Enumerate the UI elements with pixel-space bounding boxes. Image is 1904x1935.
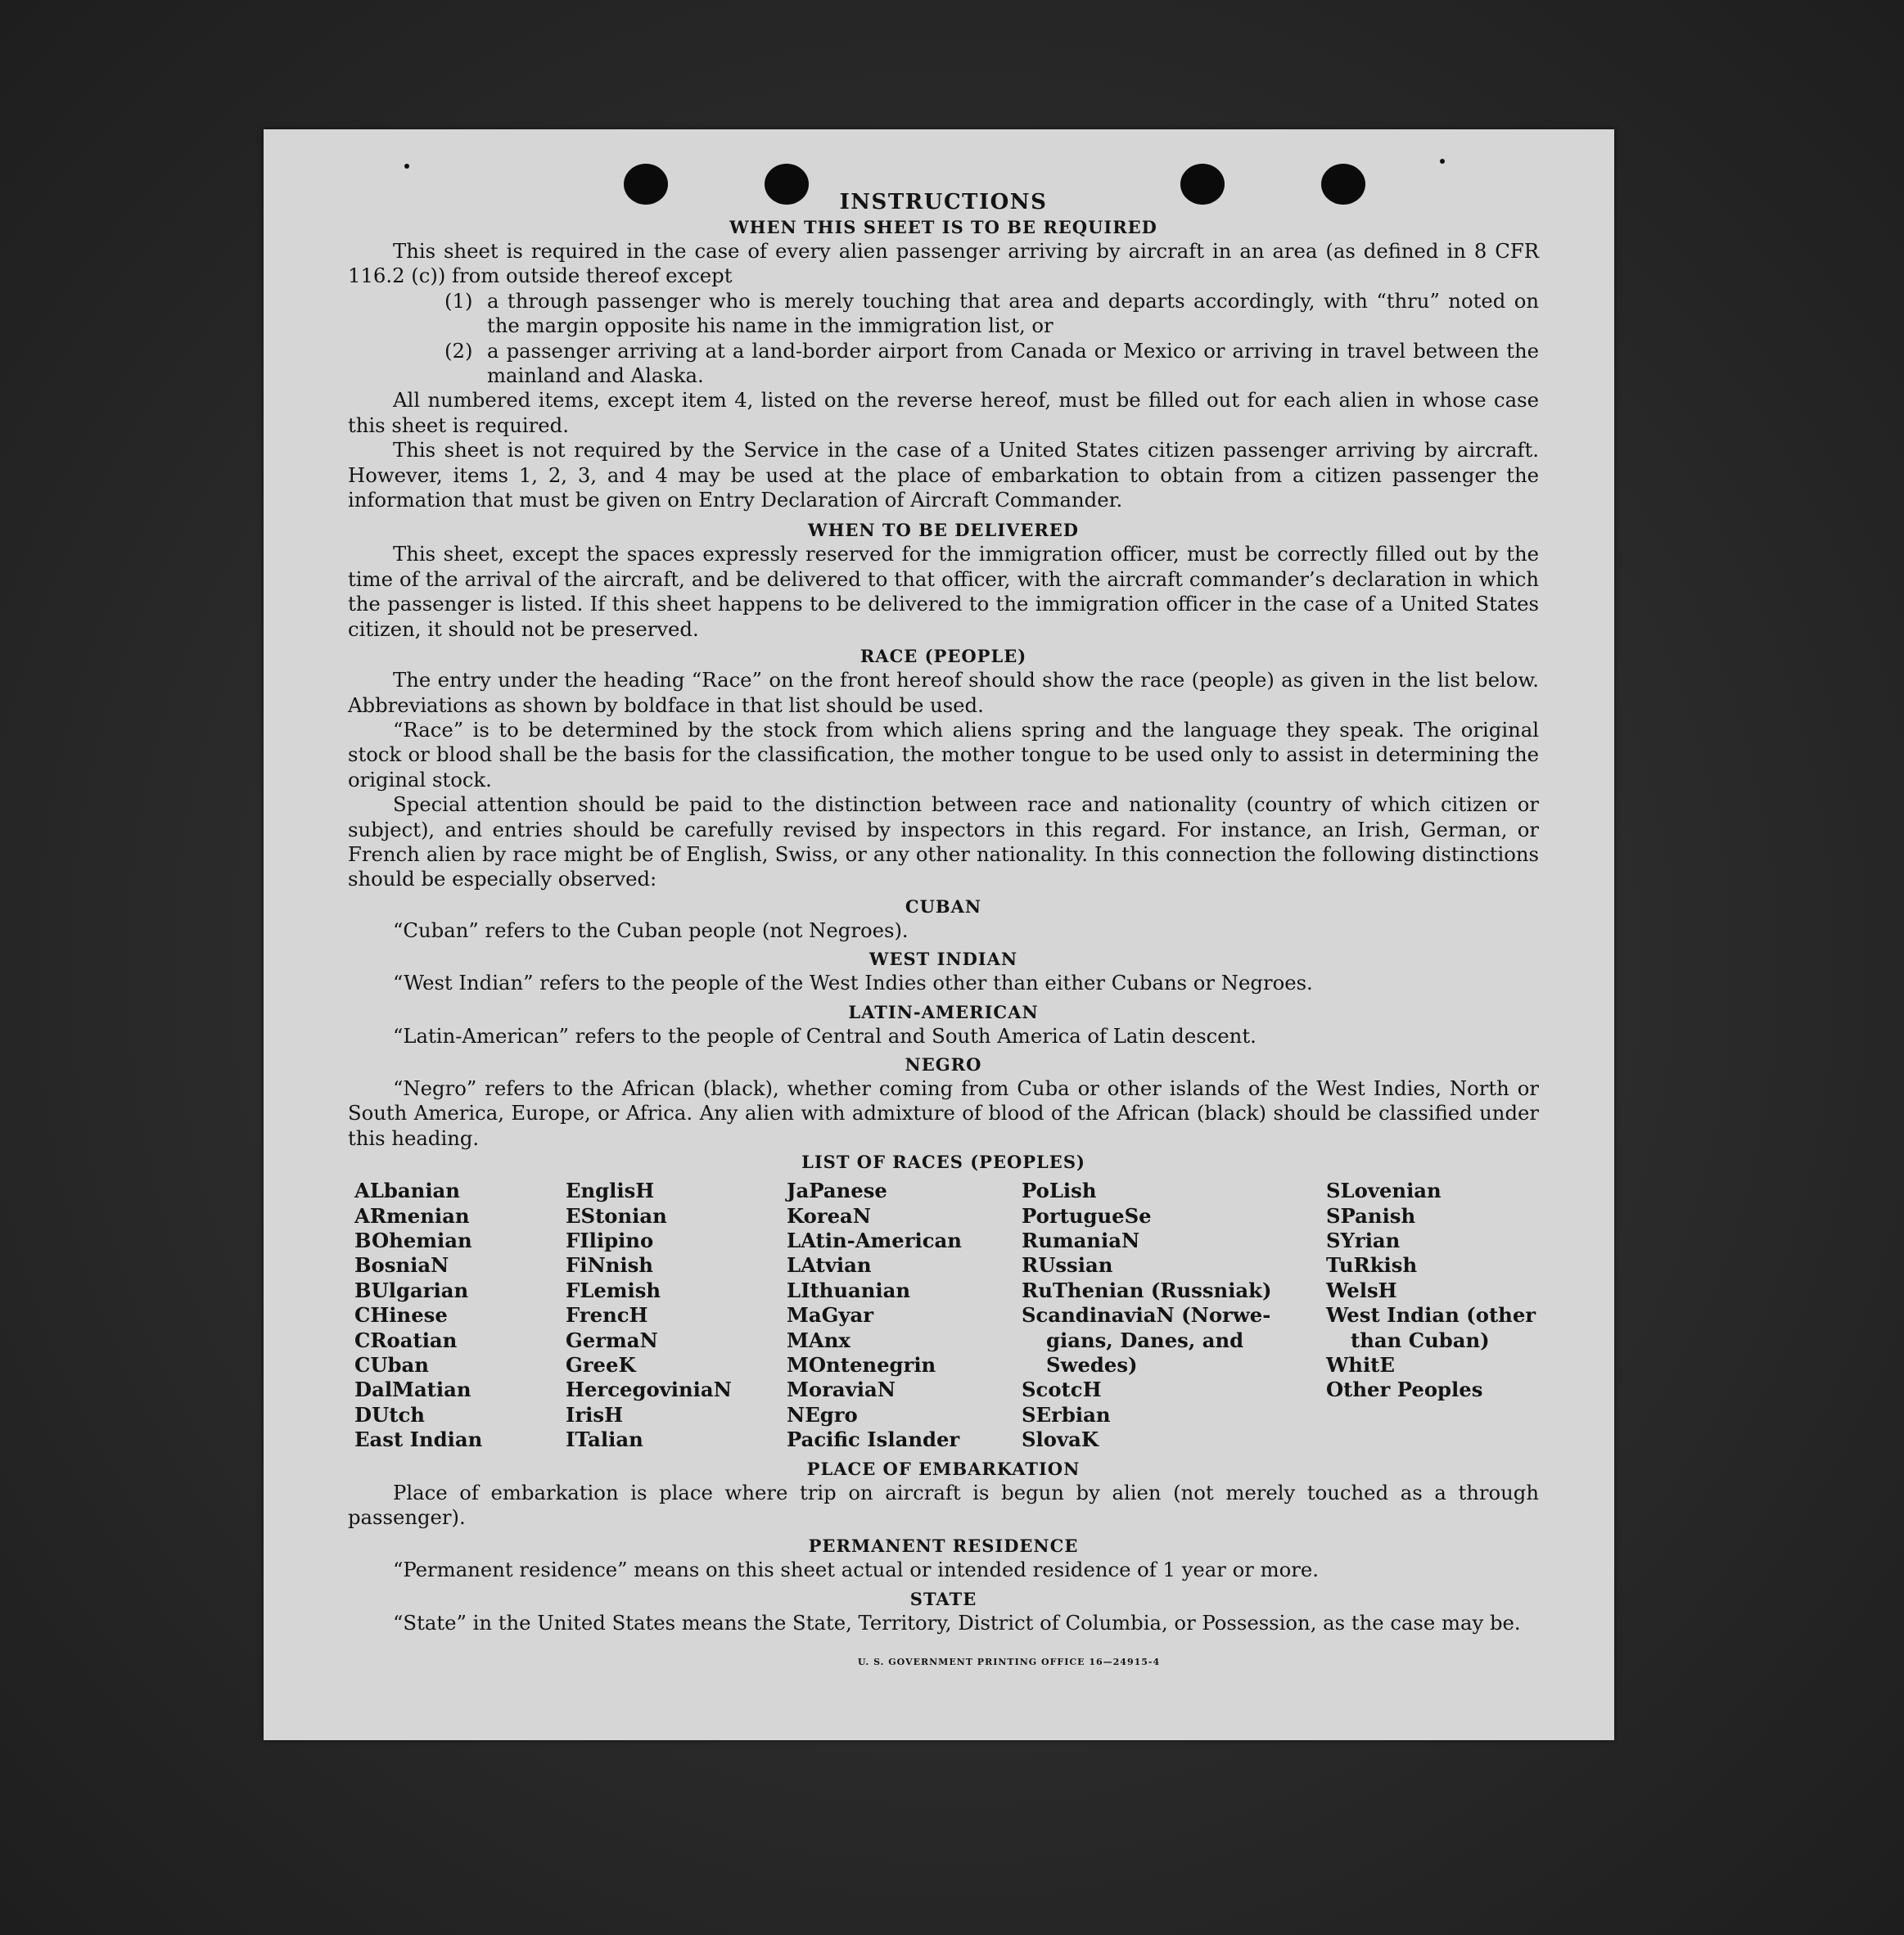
- race-entry: CRoatian: [354, 1328, 458, 1352]
- race-entry: PoLish: [1022, 1179, 1097, 1203]
- race-column: [566, 1179, 787, 1452]
- race-group: [1326, 1353, 1545, 1403]
- race-entry: IrisH: [566, 1402, 624, 1427]
- race-entry: GermaN: [566, 1328, 658, 1352]
- heading-west-indian: WEST INDIAN: [869, 949, 1018, 970]
- paragraph: This sheet is required in the case of every alien passenger arriving by aircraft in an area (as defined in 8 CFR 116.2 (c)) from outside thereof except: [348, 239, 1539, 288]
- race-entry: LAtvian: [787, 1253, 872, 1278]
- race-entry-continued: than Cuban): [1351, 1328, 1490, 1352]
- heading-list-of-races: LIST OF RACES (PEOPLES): [801, 1152, 1085, 1173]
- race-entry: Pacific Islander: [787, 1428, 960, 1452]
- paragraph: Special attention should be paid to the distinction between race and nationality (country of which citizen or subject), and entries should be carefully revised by inspectors in this regard. For instance, an Irish, German, or French alien by race might be of English, Swiss, or any other nationality. In this connection the following distinctions should be especially observed:: [348, 792, 1539, 891]
- race-entry: SYrian: [1326, 1229, 1401, 1252]
- race-entry: FIlipino: [566, 1229, 654, 1252]
- race-entry: MaGyar: [787, 1303, 874, 1328]
- race-entry: CUban: [354, 1353, 429, 1378]
- race-entry: GreeK: [566, 1353, 636, 1378]
- race-entry: SErbian: [1022, 1402, 1111, 1427]
- paragraph: Place of embarkation is place where trip on aircraft is begun by alien (not merely touched as a through passenger).: [348, 1480, 1539, 1530]
- printer-footer: U. S. GOVERNMENT PRINTING OFFICE 16—24915-4: [857, 1657, 1161, 1668]
- instructions-content: [348, 188, 1539, 1676]
- race-column: [1022, 1179, 1326, 1452]
- race-list: [354, 1179, 1539, 1452]
- race-entry-continued: Swedes): [1046, 1353, 1138, 1378]
- race-entry: EStonian: [566, 1203, 667, 1228]
- document-sheet: [264, 129, 1614, 1740]
- item-text: a passenger arriving at a land-border airport from Canada or Mexico or arriving in travel between the mainland and Alaska.: [487, 338, 1539, 388]
- race-entry: MoraviaN: [787, 1378, 896, 1402]
- list-item: [444, 339, 1539, 389]
- heading-residence: PERMANENT RESIDENCE: [808, 1536, 1079, 1557]
- race-entry: MOntenegrin: [787, 1353, 936, 1378]
- heading-required: WHEN THIS SHEET IS TO BE REQUIRED: [729, 217, 1157, 237]
- race-entry: FiNnish: [566, 1253, 653, 1278]
- race-entry: PortugueSe: [1022, 1203, 1152, 1228]
- race-entry-continued: gians, Danes, and: [1046, 1328, 1244, 1352]
- race-column: [354, 1179, 566, 1452]
- race-entry: SPanish: [1326, 1203, 1416, 1228]
- item-number: (2): [444, 338, 473, 363]
- race-entry: BOhemian: [354, 1229, 472, 1252]
- race-entry: WhitE: [1326, 1353, 1395, 1378]
- race-entry: CHinese: [354, 1303, 448, 1328]
- heading-delivered: WHEN TO BE DELIVERED: [807, 520, 1079, 541]
- paragraph: “Race” is to be determined by the stock from which aliens spring and the language they speak. The original stock or blood shall be the basis for the classification, the mother tongue to be used only to assist in determining the original stock.: [348, 717, 1539, 792]
- race-entry: NEgro: [787, 1402, 858, 1427]
- speck: [404, 164, 409, 169]
- race-entry: BosniaN: [354, 1253, 449, 1278]
- paragraph: “West Indian” refers to the people of the West Indies other than either Cubans or Negroes.: [393, 971, 1313, 995]
- race-entry: WelsH: [1326, 1278, 1397, 1302]
- page-title: INSTRUCTIONS: [839, 190, 1048, 214]
- race-entry: BUlgarian: [354, 1278, 469, 1302]
- race-entry: JaPanese: [787, 1179, 887, 1203]
- heading-race: RACE (PEOPLE): [860, 646, 1027, 667]
- race-entry: FLemish: [566, 1278, 661, 1302]
- race-column: [787, 1179, 1022, 1452]
- race-group: [1022, 1378, 1326, 1452]
- race-entry: ALbanian: [354, 1179, 460, 1203]
- heading-cuban: CUBAN: [905, 895, 982, 917]
- race-entry: West Indian (other: [1326, 1303, 1536, 1328]
- race-group: [1326, 1179, 1545, 1303]
- paragraph: This sheet is not required by the Service in the case of a United States citizen passenger arriving by aircraft. However, items 1, 2, 3, and 4 may be used at the place of embarkation to obtain from a citizen passenger the information that must be given on Entry Declaration of Aircraft Commander.: [348, 438, 1539, 512]
- race-entry: HercegoviniaN: [566, 1378, 732, 1402]
- race-entry: TuRkish: [1326, 1253, 1418, 1278]
- race-entry: ARmenian: [354, 1203, 470, 1228]
- race-entry: DalMatian: [354, 1378, 471, 1402]
- race-entry: KoreaN: [787, 1203, 872, 1228]
- heading-embarkation: PLACE OF EMBARKATION: [806, 1458, 1081, 1479]
- race-entry: SlovaK: [1022, 1428, 1099, 1452]
- race-entry: MAnx: [787, 1328, 850, 1352]
- race-entry: East Indian: [354, 1428, 483, 1452]
- race-entry: SLovenian: [1326, 1179, 1442, 1203]
- list-item: [444, 289, 1539, 339]
- race-entry: LAtin-American: [787, 1229, 962, 1252]
- race-entry: FrencH: [566, 1303, 648, 1328]
- race-entry: ScotcH: [1022, 1378, 1102, 1402]
- heading-negro: NEGRO: [905, 1053, 982, 1075]
- race-entry: Other Peoples: [1326, 1378, 1483, 1402]
- paragraph: “Negro” refers to the African (black), whether coming from Cuba or other islands of the West Indies, North or South America, Europe, or Africa. Any alien with admixture of blood of the African (black) should be classified under this heading.: [348, 1076, 1539, 1150]
- paragraph: “State” in the United States means the State, Territory, District of Columbia, or Possession, as the case may be.: [393, 1610, 1521, 1635]
- race-entry: DUtch: [354, 1402, 425, 1427]
- heading-state: STATE: [909, 1588, 977, 1609]
- speck: [1440, 159, 1445, 164]
- item-number: (1): [444, 288, 473, 313]
- race-entry: RuThenian (Russniak): [1022, 1278, 1272, 1302]
- race-entry: EnglisH: [566, 1179, 655, 1203]
- paragraph: “Cuban” refers to the Cuban people (not Negroes).: [393, 918, 909, 942]
- heading-latin-american: LATIN-AMERICAN: [848, 1001, 1039, 1022]
- paragraph: The entry under the heading “Race” on the front hereof should show the race (people) as given in the list below. Abbreviations as shown by boldface in that list should be used.: [348, 668, 1539, 717]
- race-entry: ScandinaviaN (Norwe-: [1022, 1303, 1271, 1328]
- paragraph: “Latin-American” refers to the people of Central and South America of Latin descent.: [393, 1023, 1257, 1048]
- paragraph: All numbered items, except item 4, listed on the reverse hereof, must be filled out for each alien in whose case this sheet is required.: [348, 388, 1539, 437]
- paragraph: “Permanent residence” means on this sheet actual or intended residence of 1 year or more.: [393, 1558, 1319, 1582]
- race-entry: RumaniaN: [1022, 1229, 1140, 1252]
- race-group: [1022, 1179, 1326, 1303]
- item-text: a through passenger who is merely touching that area and departs accordingly, with “thru” noted on the margin opposite his name in the immigration list, or: [487, 288, 1539, 338]
- race-entry: LIthuanian: [787, 1278, 911, 1302]
- paragraph: This sheet, except the spaces expressly reserved for the immigration officer, must be correctly filled out by the time of the arrival of the aircraft, and be delivered to that officer, with the aircraft commander’s declaration in which the passenger is listed. If this sheet happens to be delivered to the immigration officer in the case of a United States citizen, it should not be preserved.: [348, 542, 1539, 641]
- race-column: [1326, 1179, 1545, 1452]
- race-entry: RUssian: [1022, 1253, 1113, 1278]
- race-entry: ITalian: [566, 1428, 643, 1452]
